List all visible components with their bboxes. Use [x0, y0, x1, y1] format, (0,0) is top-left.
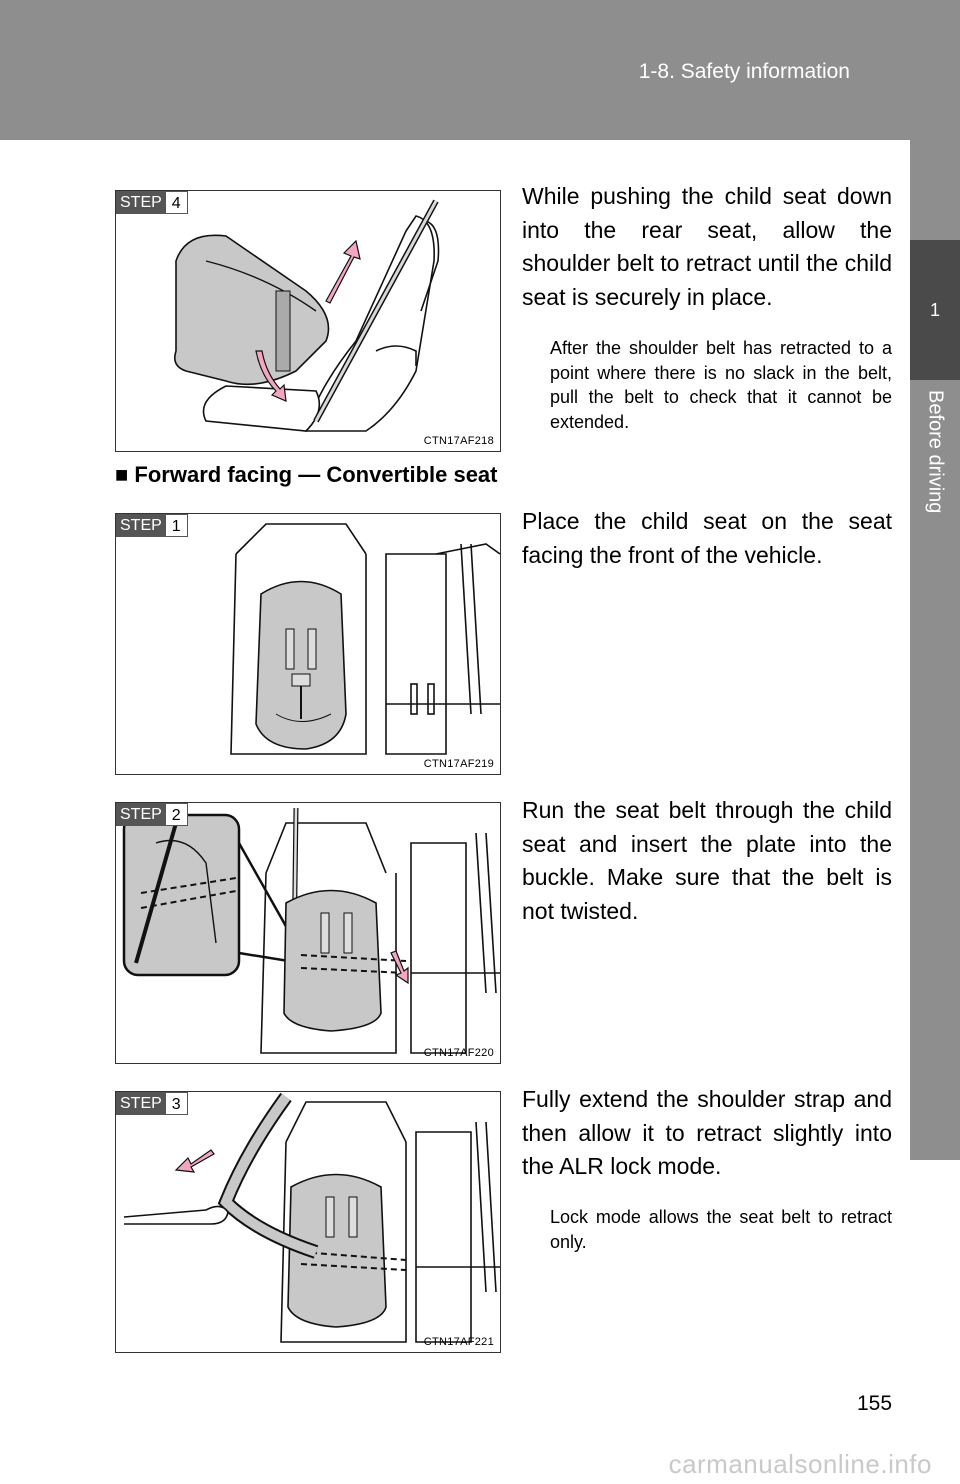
step-badge [116, 191, 188, 214]
step-3-figure [115, 1091, 501, 1353]
heading-text: Forward facing — Convertible seat [134, 462, 498, 487]
figure-code: CTN17AF219 [423, 758, 494, 770]
side-tab [910, 0, 960, 1484]
section-heading [115, 462, 498, 488]
figure-code: CTN17AF221 [423, 1336, 494, 1348]
step-number: 4 [166, 191, 188, 214]
side-tab-top [910, 0, 960, 240]
shoulder-strap-illustration [116, 1092, 500, 1352]
step-2-figure [115, 802, 501, 1064]
step-1-figure [115, 513, 501, 775]
convertible-seat-illustration [116, 514, 500, 774]
side-tab-bottom [910, 1160, 960, 1484]
step-4-figure [115, 190, 501, 452]
section-title: Before driving [924, 390, 947, 514]
step-4-note: After the shoulder belt has retracted to a point where there is no slack in the belt, pull the belt to check that it cannot be extended. [550, 338, 892, 432]
step-label: STEP [116, 191, 166, 214]
step-number: 2 [166, 803, 188, 826]
step-number: 1 [166, 514, 188, 537]
step-1-text: Place the child seat on the seat facing the front of the vehicle. [522, 508, 892, 568]
belt-routing-illustration [116, 803, 500, 1063]
chapter-number: 1 [910, 240, 960, 380]
step-2-text: Run the seat belt through the child seat and insert the plate into the buckle. Make sure that the belt is not twisted. [522, 797, 892, 924]
step-4-text: While pushing the child seat down into the rear seat, allow the shoulder belt to retract until the child seat is securely in place. [522, 183, 892, 310]
figure-code: CTN17AF218 [423, 435, 494, 447]
header-title: 1-8. Safety information [638, 60, 850, 83]
infant-seat-illustration [116, 191, 500, 451]
step-badge [116, 1092, 188, 1115]
step-number: 3 [166, 1092, 188, 1115]
page-header [0, 0, 910, 140]
watermark: carmanualsonline.info [668, 1449, 932, 1479]
page-number: 155 [857, 1392, 893, 1415]
heading-bullet-icon: ■ [115, 462, 129, 487]
step-badge [116, 514, 188, 537]
step-label: STEP [116, 1092, 166, 1115]
step-label: STEP [116, 514, 166, 537]
step-3-text: Fully extend the shoulder strap and then allow it to retract slightly into the ALR lock mode. [522, 1086, 892, 1179]
step-badge [116, 803, 188, 826]
step-3-note: Lock mode allows the seat belt to retract only. [550, 1207, 892, 1252]
step-label: STEP [116, 803, 166, 826]
figure-code: CTN17AF220 [423, 1047, 494, 1059]
